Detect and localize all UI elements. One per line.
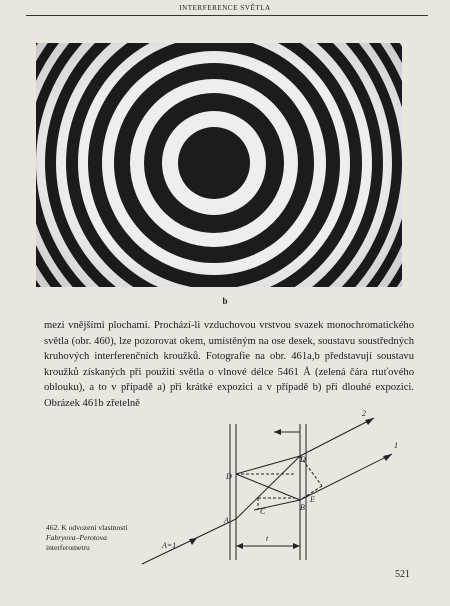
fabry-perot-diagram xyxy=(142,409,418,564)
arrow-ray-2 xyxy=(365,418,374,425)
caption-number: 462. xyxy=(46,523,60,532)
arrow-thickness-left xyxy=(236,543,243,549)
label-point-B: B xyxy=(300,503,305,512)
interference-rings-photo xyxy=(36,43,402,287)
caption-italic: Fabryova–Perotova xyxy=(46,533,107,542)
ray-1-line xyxy=(300,454,392,500)
ray-segment-CB xyxy=(236,474,300,500)
label-point-E: E xyxy=(310,495,315,504)
incident-ray xyxy=(142,519,236,564)
caption-lead: K odvození vlastností xyxy=(61,523,128,532)
caption-tail: interferometru xyxy=(46,543,90,552)
figure-caption xyxy=(46,523,142,553)
arrow-ray-1 xyxy=(383,454,392,461)
arrow-reflected xyxy=(274,429,281,435)
header-rule xyxy=(26,15,428,16)
page-number: 521 xyxy=(395,569,410,580)
label-point-C: C xyxy=(260,507,266,516)
ray-2-line xyxy=(300,418,374,456)
paragraph-text: mezi vnějšími plochami. Prochází-li vzduchovou vrstvou svazek monochromatického světla (obr. 460), lze pozorovat okem, umístěným na ose desek, soustavu soustředných kruhových interferenčních kroužků. Fotografie na obr. 461a,b představují soustavu kroužků získaných při použití světla o vlnové délce 5461 Å (zelená čára rtuťového oblouku), a to v případě a) při krátké expozici a v případě b) při dlouhé expozici. Obrázek 461b zřetelně xyxy=(44,320,414,409)
label-amplitude: A=1 xyxy=(162,541,177,550)
diagram-svg xyxy=(142,409,418,564)
label-ray-1: 1 xyxy=(394,441,398,450)
body-paragraph xyxy=(44,318,414,412)
figure-label-b: b xyxy=(222,296,228,306)
label-thickness: t xyxy=(266,534,269,543)
arrow-thickness-right xyxy=(293,543,300,549)
interference-rings-image xyxy=(36,43,402,287)
running-head: INTERFERENCE SVĚTLA xyxy=(179,4,271,12)
label-point-D-left: D xyxy=(226,472,232,481)
label-ray-2: 2 xyxy=(362,409,366,418)
label-point-D: D xyxy=(300,455,306,464)
label-point-A: A xyxy=(224,516,229,525)
arrow-incident xyxy=(189,538,197,545)
